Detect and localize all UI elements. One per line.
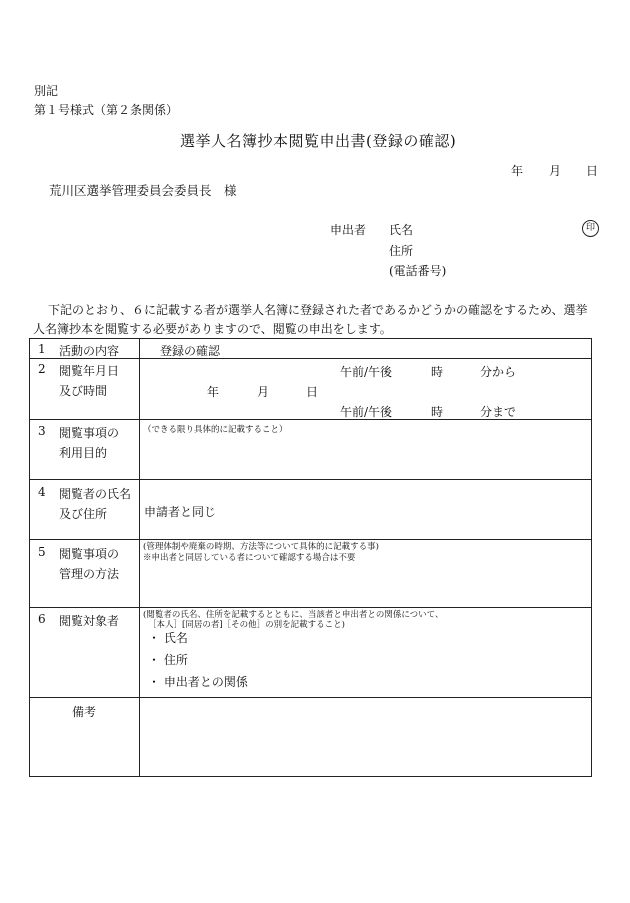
list-item [148,651,188,668]
row2-number: 2 [38,362,46,376]
page-title: 選挙人名簿抄本閲覧申出書(登録の確認) [180,132,457,150]
row3-label-1: 閲覧事項の [59,426,120,440]
row1-value: 登録の確認 [160,344,221,358]
table-column-divider [139,338,140,777]
row5-note-1: (管理体制や廃棄の時期、方法等について具体的に記載する事) [143,542,379,552]
row-divider [29,607,592,608]
row4-number: 4 [38,485,46,499]
row1-label: 活動の内容 [59,344,120,358]
row2-label-2: 及び時間 [59,384,108,398]
row5-note-2: ※申出者と同居している者について確認する場合は不要 [143,553,356,563]
target-item-relationship: 申出者との関係 [163,675,248,689]
row-divider [29,479,592,480]
ampm-from: 午前/午後 [340,365,393,379]
row6-note-2: ［本人］[同居の者]［その他］の別を記載すること) [148,620,345,630]
ampm-to: 午前/午後 [340,405,393,419]
row-divider [29,697,592,698]
row3-label-2: 利用目的 [59,446,108,460]
target-item-address: 住所 [163,653,188,667]
date-month: 月 [549,164,562,178]
row-divider [29,539,592,540]
row3-number: 3 [38,424,46,438]
row5-number: 5 [38,545,46,559]
date-year: 年 [511,164,524,178]
bullet-dot: ・ [148,675,164,689]
appendix-label: 別記 [34,84,59,98]
minute-to: 分まで [480,405,517,419]
row5-label-2: 管理の方法 [59,567,120,581]
hour-from: 時 [431,365,444,379]
applicant-label: 申出者 [330,223,367,237]
addressee: 荒川区選挙管理委員会委員長 様 [49,183,237,198]
row6-label: 閲覧対象者 [59,614,120,628]
applicant-phone-label: (電話番号) [389,264,447,278]
seal-mark: 印 [582,220,599,237]
row2-label-1: 閲覧年月日 [59,364,120,378]
date-day-field: 日 [306,385,319,399]
applicant-address-label: 住所 [389,244,414,258]
bullet-dot: ・ [148,631,164,645]
remarks-label: 備考 [72,705,97,719]
row6-number: 6 [38,612,46,626]
form-number: 第１号様式（第２条関係） [34,103,179,117]
target-item-name: 氏名 [163,631,188,645]
hour-to: 時 [431,405,444,419]
row4-label-2: 及び住所 [59,507,108,521]
minute-from: 分から [480,365,517,379]
date-month-field: 月 [257,385,270,399]
applicant-name-label: 氏名 [389,223,414,237]
row3-note: （できる限り具体的に記載すること） [143,425,288,435]
date-year-field: 年 [207,385,220,399]
row4-value: 申請者と同じ [144,505,217,519]
row4-label-1: 閲覧者の氏名 [59,487,132,501]
list-item [148,673,248,690]
list-item [148,629,188,646]
row1-number: 1 [38,342,46,356]
date-day: 日 [586,164,599,178]
intro-line-2: 人名簿抄本を閲覧する必要がありますので、閲覧の申出をします。 [33,322,392,336]
intro-line-1: 下記のとおり、６に記載する者が選挙人名簿に登録された者であるかどうかの確認をするため、選挙 [48,303,588,317]
row5-label-1: 閲覧事項の [59,547,120,561]
bullet-dot: ・ [148,653,164,667]
row6-note-1: (閲覧者の氏名、住所を記載するとともに、当該者と申出者との関係について、 [143,610,444,620]
